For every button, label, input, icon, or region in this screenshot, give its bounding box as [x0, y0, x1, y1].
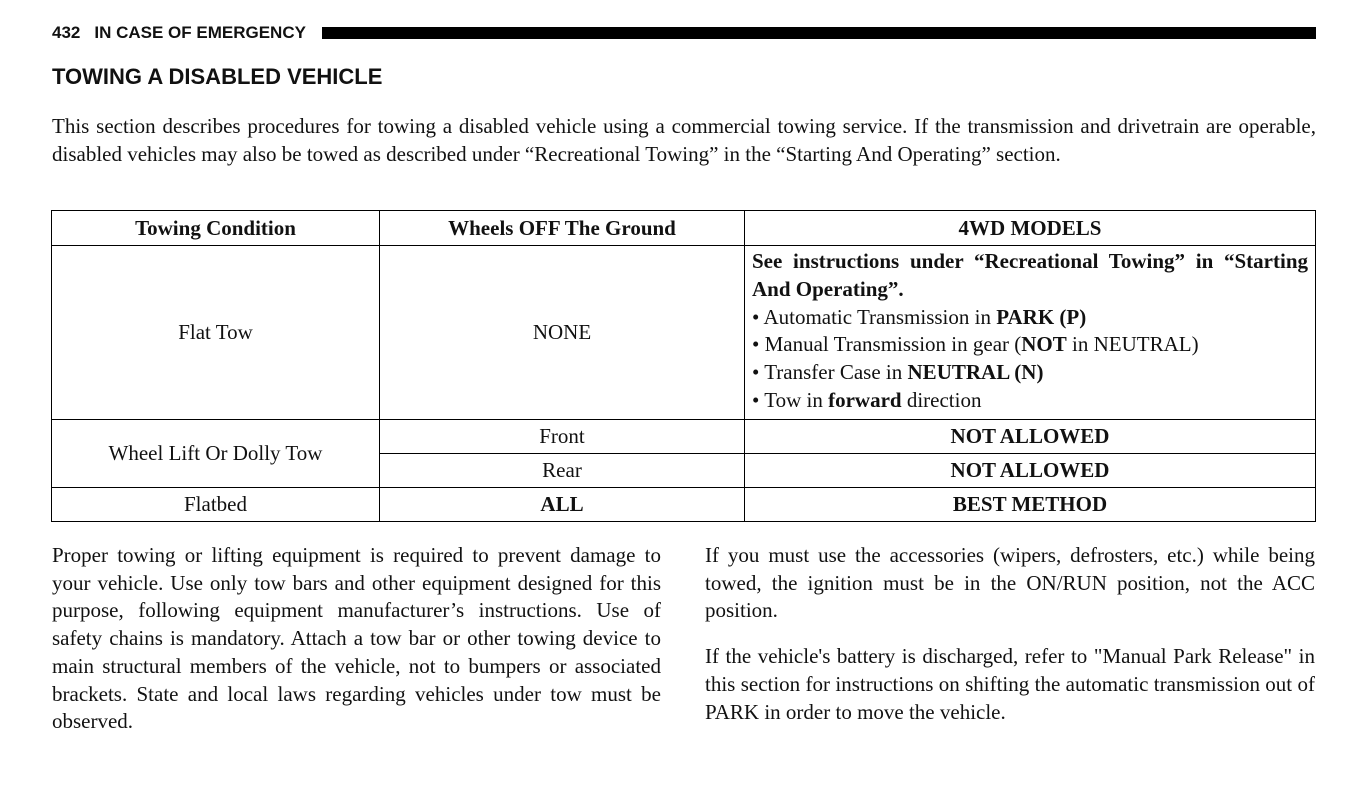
intro-paragraph: This section describes procedures for towing a disabled vehicle using a commercial towing service. If the transmission and drivetrain are operable, disabled vehicles may also be towed as described under “Recreational Towing” in the “Starting And Operating” section. [52, 114, 1316, 166]
table-header-row [52, 211, 1316, 246]
section-name: IN CASE OF EMERGENCY [94, 23, 306, 42]
cell-wheel-lift-rear-result: NOT ALLOWED [745, 453, 1316, 487]
table-row-flat-tow [52, 246, 1316, 420]
cell-flatbed-condition: Flatbed [52, 487, 380, 521]
instruction-bullet: • Tow in forward direction [752, 387, 982, 412]
header-rule [322, 27, 1316, 39]
instruction-bullet: • Manual Transmission in gear (NOT in NEUTRAL) [752, 332, 1199, 357]
table-row-wheel-lift-front [52, 419, 1316, 453]
left-column [52, 542, 661, 736]
header-4wd-models: 4WD MODELS [745, 211, 1316, 246]
battery-paragraph: If the vehicle's battery is discharged, refer to "Manual Park Release" in this section for instructions on shifting the automatic transmission out of PARK in order to move the vehicle. [705, 644, 1315, 724]
page-number: 432 [52, 23, 81, 42]
cell-wheel-lift-front: Front [380, 419, 745, 453]
instruction-heading: See instructions under “Recreational Towing” in “Starting And Operating”. [752, 249, 1308, 301]
table-row-flatbed [52, 487, 1316, 521]
cell-flat-tow-wheels: NONE [380, 246, 745, 420]
cell-flatbed-wheels: ALL [380, 487, 745, 521]
cell-wheel-lift-front-result: NOT ALLOWED [745, 419, 1316, 453]
towing-table [51, 210, 1316, 522]
right-column [705, 542, 1315, 726]
page-title: TOWING A DISABLED VEHICLE [52, 64, 383, 89]
cell-wheel-lift-condition: Wheel Lift Or Dolly Tow [52, 419, 380, 487]
instruction-bullet: • Automatic Transmission in PARK (P) [752, 304, 1087, 329]
cell-flatbed-result: BEST METHOD [745, 487, 1316, 521]
cell-flat-tow-instructions [745, 246, 1316, 420]
header-towing-condition: Towing Condition [52, 211, 380, 246]
instruction-bullet: • Transfer Case in NEUTRAL (N) [752, 360, 1044, 385]
header-wheels-off-ground: Wheels OFF The Ground [380, 211, 745, 246]
cell-flat-tow-condition: Flat Tow [52, 246, 380, 420]
equipment-paragraph: Proper towing or lifting equipment is required to prevent damage to your vehicle. Use only tow bars and other equipment designed for this purpose, following equipment manufacturer’s instructions. Use of safety chains is mandatory. Attach a tow bar or other towing device to main structural members of the vehicle, not to bumpers or associated brackets. State and local laws regarding vehicles under tow must be observed. [52, 543, 661, 734]
cell-wheel-lift-rear: Rear [380, 453, 745, 487]
accessories-paragraph: If you must use the accessories (wipers, defrosters, etc.) while being towed, the ignition must be in the ON/RUN position, not the ACC position. [705, 543, 1315, 623]
page-header [52, 22, 1316, 44]
